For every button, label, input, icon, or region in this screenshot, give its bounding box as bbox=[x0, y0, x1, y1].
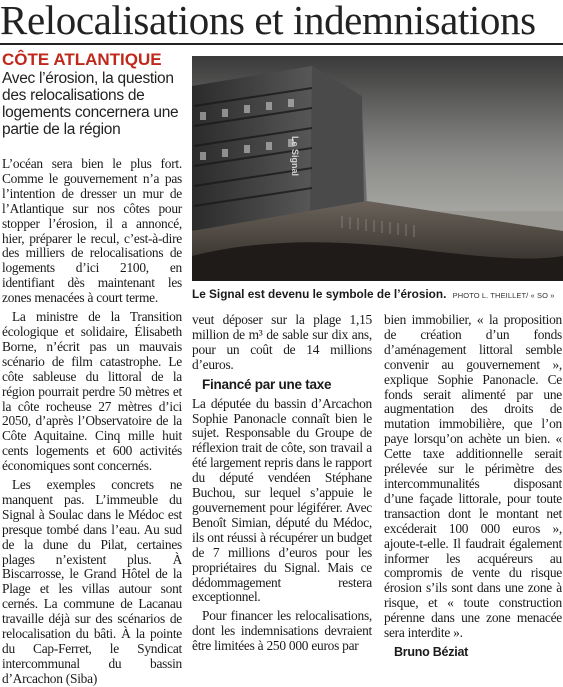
photo-credit: PHOTO L. THEILLET/ « SO » bbox=[452, 291, 555, 300]
paragraph: La députée du bassin d’Arcachon Sophie Panonacle connaît bien le sujet. Responsable du Groupe de réflexion trait de côte, son travail a été largement repris dans le rapport du député vendéen Stéphane Buchou, sur lequel s’appuie le gouvernement pour légiférer. Avec Benoît Simian, député du Médoc, ils ont réussi à récupérer un budget de 7 millions d’euros pour les propriétaires du Signal. Mais ce dédommagement restera exceptionnel. bbox=[192, 395, 373, 605]
photo-caption bbox=[192, 286, 563, 304]
column-1 bbox=[2, 156, 182, 686]
photo-signal-building bbox=[192, 56, 563, 281]
paragraph: bien immobilier, « la proposition de création d’un fonds d’aménagement littoral semble convenir au gouvernement », explique Sophie Panonacle. Ce fonds serait alimenté par une augmentation des droits de mutation immobilière, que l’on paye lorsqu’on achète un bien. « Cette taxe additionnelle serait prélevée sur le périmètre des intercommunalités disposant d’une façade littorale, pour toute transaction dont le montant net excéderait 100 000 euros », ajoute-t-elle. Il faudrait également informer les acquéreurs au compromis de vente du risque érosion s’ils sont dans une zone à risque, et « toute construction pérenne dans une zone menacée sera interdite ». bbox=[384, 312, 562, 641]
subhead: Financé par une taxe bbox=[202, 376, 332, 392]
deck: Avec l’érosion, la question des relocalisations de logements concernera une partie de la région bbox=[2, 70, 179, 138]
paragraph: Pour financer les relocalisations, dont les indemnisations devraient être limitées à 250 000 euros par bbox=[192, 608, 372, 654]
byline: Bruno Béziat bbox=[394, 644, 469, 659]
kicker: CÔTE ATLANTIQUE bbox=[2, 50, 162, 69]
caption-text: Le Signal est devenu le symbole de l’érosion. bbox=[192, 287, 447, 301]
column-3 bbox=[384, 312, 562, 659]
paragraph: La ministre de la Transition écologique et solidaire, Élisabeth Borne, n’écrit pas un mauvais scénario de film catastrophe. Le côte sableuse du littoral de la région pourrait perdre 50 mètres et la côte rocheuse 27 mètres d’ici 2050, d’après l’Observatoire de la Côte Aquitaine. Cinq mille huit cents logements et 600 activités économiques sont concernés. bbox=[2, 309, 182, 474]
paragraph: veut déposer sur la plage 1,15 million de m³ de sable sur dix ans, pour un coût de 14 millions d’euros. bbox=[192, 312, 372, 372]
column-2 bbox=[192, 312, 373, 654]
paragraph: Les exemples concrets ne manquent pas. L’immeuble du Signal à Soulac dans le Médoc est presque tombé dans l’eau. Au sud de la dune du Pilat, certaines plages n’existent plus. À Biscarrosse, le Grand Hôtel de la Plage et les villas autour sont cernés. La commune de Lacanau travaille déjà sur des scénarios de relocalisation du bâti. À la pointe du Cap-Ferret, le Syndicat intercommunal du bassin d’Arcachon (Siba) bbox=[2, 477, 182, 686]
headline-rule bbox=[0, 43, 563, 45]
article-photo bbox=[192, 56, 563, 281]
paragraph: L’océan sera bien le plus fort. Comme le gouvernement n’a pas l’intention de dresser un mur de l’Atlantique sur nos côtes pour stopper l’érosion, il a annoncé, hier, préparer le recul, c’est-à-dire des milliers de relocalisations de logements d’ici 2100, en identifiant dès maintenant les zones menacées à court terme. bbox=[2, 156, 182, 306]
headline: Relocalisations et indemnisations bbox=[0, 0, 536, 43]
building-sign-text: Le Signal bbox=[290, 136, 300, 177]
